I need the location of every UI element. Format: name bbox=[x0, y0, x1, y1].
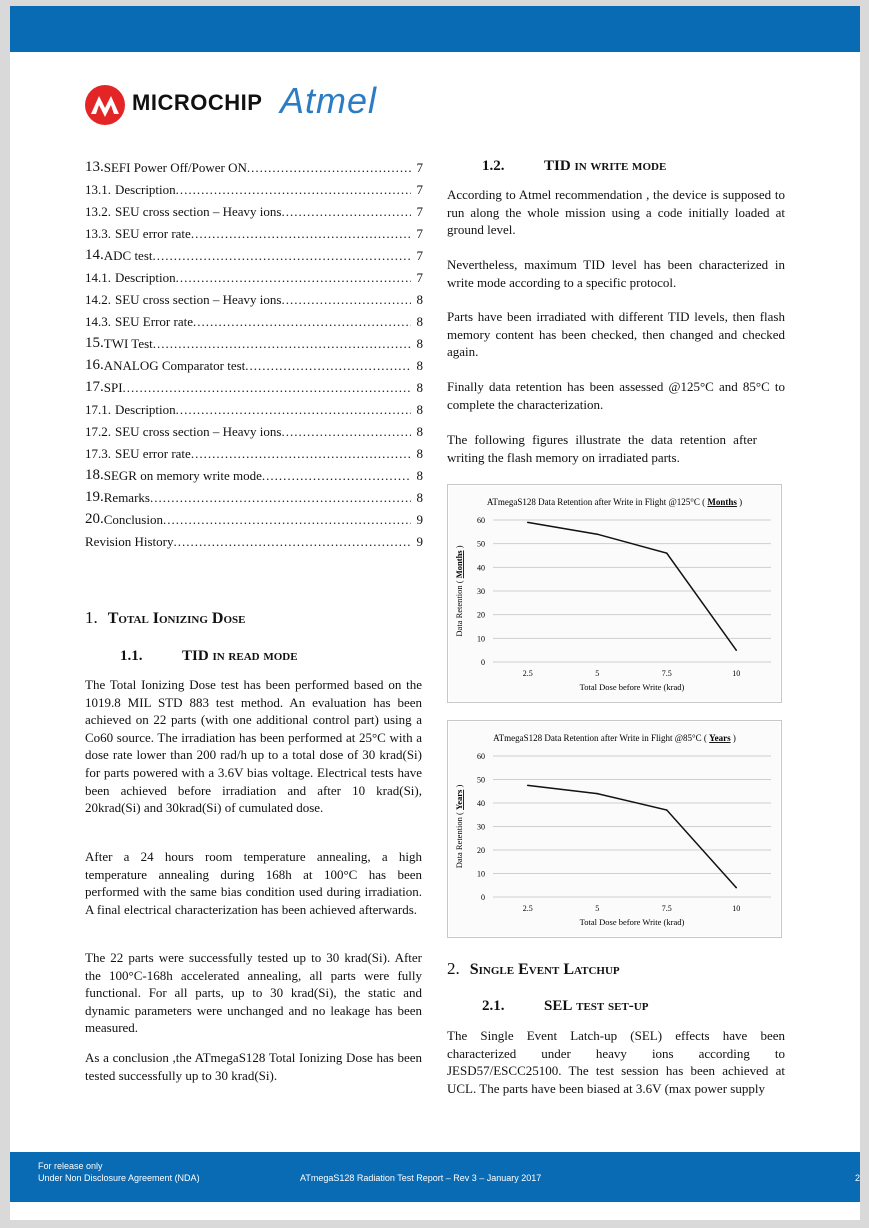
toc-entry[interactable] bbox=[85, 352, 423, 374]
footer-release: For release only bbox=[38, 1161, 103, 1171]
x-tick-label: 10 bbox=[732, 904, 741, 913]
paragraph: After a 24 hours room temperature annealing, a high temperature annealing during 168h at 100°C has been performed with the same bias condition used during irradiation. A final electrical characterization has been achieved afterwards. bbox=[85, 849, 422, 917]
toc-entry-number: 13. bbox=[85, 159, 104, 175]
toc-entry-page: 8 bbox=[416, 314, 423, 329]
footer-nda: Under Non Disclosure Agreement (NDA) bbox=[38, 1173, 200, 1183]
toc-entry-number: 15. bbox=[85, 335, 104, 351]
atmel-wordmark: Atmel bbox=[280, 80, 378, 121]
toc-entry-label: SEFI Power Off/Power ON bbox=[103, 160, 247, 175]
toc-entry-page: 8 bbox=[416, 490, 423, 505]
x-tick-label: 7.5 bbox=[661, 904, 672, 913]
paragraph: Finally data retention has been assessed @125°C and 85°C to complete the characterization. bbox=[447, 379, 785, 412]
paragraph: The following figures illustrate the data retention after writing the flash memory on irradiated parts. bbox=[447, 432, 757, 465]
toc-leader-dots bbox=[173, 534, 411, 550]
chart-title bbox=[487, 497, 742, 507]
chart-background bbox=[449, 486, 780, 701]
toc-leader-dots bbox=[176, 270, 411, 286]
y-tick-label: 20 bbox=[477, 846, 485, 855]
toc-entry[interactable] bbox=[85, 506, 423, 528]
section-title: Total Ionizing Dose bbox=[107, 610, 246, 627]
toc-leader-dots bbox=[176, 402, 411, 418]
y-tick-label: 0 bbox=[481, 658, 485, 667]
toc-entry-page: 7 bbox=[416, 204, 423, 219]
subsection-title-main: TID bbox=[544, 158, 571, 174]
data-point bbox=[596, 533, 598, 535]
chart-years bbox=[447, 720, 782, 938]
toc-entry-label: ANALOG Comparator test bbox=[103, 358, 246, 373]
toc-entry-page: 9 bbox=[416, 534, 423, 549]
section-heading bbox=[85, 608, 245, 628]
company-logo bbox=[84, 80, 414, 130]
section-title: Single Event Latchup bbox=[469, 961, 620, 978]
chart-months-svg bbox=[448, 485, 781, 702]
y-tick-label: 20 bbox=[477, 610, 485, 620]
subsection-heading bbox=[482, 158, 666, 175]
y-tick-label: 60 bbox=[477, 752, 485, 761]
toc-entry-page: 9 bbox=[416, 512, 423, 527]
toc-leader-dots bbox=[193, 314, 411, 330]
toc-entry[interactable] bbox=[85, 176, 423, 198]
data-point bbox=[527, 785, 529, 787]
toc-entry[interactable] bbox=[85, 418, 423, 440]
subsection-number: 1.2. bbox=[482, 158, 505, 174]
chart-years-svg bbox=[448, 721, 781, 937]
toc-leader-dots bbox=[123, 380, 411, 396]
toc-entry-label: Description bbox=[115, 402, 176, 417]
toc-entry-label: SEU cross section – Heavy ions bbox=[115, 292, 282, 307]
toc-leader-dots bbox=[150, 490, 411, 506]
microchip-logo-icon bbox=[84, 84, 126, 126]
toc-leader-dots bbox=[247, 160, 411, 176]
toc-leader-dots bbox=[153, 248, 412, 264]
toc-entry-label: SEU error rate bbox=[115, 226, 191, 241]
toc-entry-label: SEGR on memory write mode bbox=[103, 468, 262, 483]
chart-months bbox=[447, 484, 782, 703]
toc-entry-page: 7 bbox=[416, 226, 423, 241]
toc-entry-label: SEU cross section – Heavy ions bbox=[115, 424, 282, 439]
paragraph: The Total Ionizing Dose test has been performed based on the 1019.8 MIL STD 883 test method. An evaluation has been achieved on 22 parts (with one additional control part) using a Co60 source. The irradiation has been performed at 25°C with a dose rate lower than 200 rad/h up to a total dose of 30 krad(Si) for parts powered with a 3.6V bias voltage. Electrical tests have been achieved before irradiation and after 10 krad(Si), 20krad(Si) and 30krad(Si) of cumulated dose. bbox=[85, 677, 422, 816]
y-tick-label: 0 bbox=[481, 893, 485, 902]
y-axis-label-unit: Years bbox=[454, 789, 464, 810]
subsection-number: 2.1. bbox=[482, 998, 505, 1014]
toc-entry-number: 13.2. bbox=[85, 204, 111, 219]
chart-background bbox=[449, 722, 780, 936]
toc-entry-page: 7 bbox=[416, 160, 423, 175]
y-axis-label bbox=[454, 545, 464, 636]
toc-leader-dots bbox=[191, 226, 411, 242]
chart-title-prefix: ATmegaS128 Data Retention after Write in Flight @125°C ( bbox=[486, 497, 708, 507]
x-tick-label: 2.5 bbox=[522, 904, 533, 913]
toc-entry-label: Revision History bbox=[85, 534, 174, 549]
toc-entry-number: 18. bbox=[85, 467, 104, 483]
toc-entry[interactable] bbox=[85, 528, 423, 550]
toc-entry-page: 7 bbox=[416, 182, 423, 197]
y-axis-label bbox=[454, 785, 464, 869]
chart-title bbox=[493, 733, 736, 743]
toc-entry-number: 20. bbox=[85, 511, 104, 527]
x-tick-label: 5 bbox=[595, 669, 600, 678]
y-tick-label: 50 bbox=[477, 539, 485, 549]
toc-entry-number: 16. bbox=[85, 357, 104, 373]
x-tick-label: 2.5 bbox=[522, 669, 533, 678]
toc-entry-label: SPI bbox=[103, 380, 123, 395]
x-tick-label: 5 bbox=[595, 904, 600, 913]
subsection-heading bbox=[482, 998, 648, 1015]
toc-entry[interactable] bbox=[85, 198, 423, 220]
toc-entry-page: 8 bbox=[416, 380, 423, 395]
section-number: 1. bbox=[85, 608, 98, 627]
toc-entry-number: 13.3. bbox=[85, 226, 111, 241]
toc-entry-number: 17.2. bbox=[85, 424, 111, 439]
chart-title-unit: Months bbox=[707, 497, 737, 507]
footer-document-title: ATmegaS128 Radiation Test Report – Rev 3 – January 2017 bbox=[300, 1173, 542, 1183]
subsection-title-rest: in write mode bbox=[570, 158, 667, 174]
toc-entry-label: Conclusion bbox=[103, 512, 163, 527]
toc-entry[interactable] bbox=[85, 242, 423, 264]
toc-entry[interactable] bbox=[85, 440, 423, 462]
toc-entry-page: 8 bbox=[416, 468, 423, 483]
toc-entry-page: 8 bbox=[416, 424, 423, 439]
y-tick-label: 30 bbox=[477, 587, 485, 596]
subsection-number: 1.1. bbox=[120, 648, 143, 664]
toc-entry-page: 8 bbox=[416, 336, 423, 351]
subsection-title-rest: test set-up bbox=[572, 998, 649, 1014]
toc-entry[interactable] bbox=[85, 330, 423, 352]
toc-entry-page: 7 bbox=[416, 270, 423, 285]
subsection-title-main: SEL bbox=[544, 998, 573, 1014]
subsection-heading bbox=[120, 648, 298, 665]
toc-entry[interactable] bbox=[85, 374, 423, 396]
toc-leader-dots bbox=[281, 204, 411, 220]
paragraph: Nevertheless, maximum TID level has been characterized in write mode according to a specific protocol. bbox=[447, 257, 785, 290]
toc-leader-dots bbox=[163, 512, 411, 528]
header-bar bbox=[10, 6, 860, 52]
chart-title-prefix: ATmegaS128 Data Retention after Write in Flight @85°C ( bbox=[493, 733, 710, 743]
toc-leader-dots bbox=[281, 424, 411, 440]
y-axis-label-suffix: ) bbox=[454, 545, 464, 551]
data-point bbox=[596, 793, 598, 795]
y-tick-label: 30 bbox=[477, 822, 485, 832]
y-axis-label-prefix: Data Retention ( bbox=[454, 578, 464, 637]
toc-entry[interactable] bbox=[85, 308, 423, 330]
data-point bbox=[666, 809, 668, 811]
toc-entry[interactable] bbox=[85, 220, 423, 242]
y-tick-label: 40 bbox=[477, 799, 485, 808]
toc-entry-number: 17. bbox=[85, 379, 104, 395]
toc-entry-page: 7 bbox=[416, 248, 423, 263]
x-axis-label: Total Dose before Write (krad) bbox=[579, 917, 685, 927]
toc-entry-label: SEU Error rate bbox=[115, 314, 193, 329]
toc-entry-page: 8 bbox=[416, 402, 423, 417]
y-tick-label: 60 bbox=[477, 516, 485, 525]
y-axis-label-unit: Months bbox=[454, 550, 464, 579]
subsection-title-rest: in read mode bbox=[208, 648, 298, 664]
toc-entry-label: SEU cross section – Heavy ions bbox=[115, 204, 282, 219]
toc-entry-number: 13.1. bbox=[85, 182, 111, 197]
y-tick-label: 50 bbox=[477, 775, 485, 785]
toc-leader-dots bbox=[191, 446, 411, 462]
y-axis-label-prefix: Data Retention ( bbox=[454, 809, 464, 869]
y-axis-label-suffix: ) bbox=[454, 784, 464, 790]
toc-entry-number: 14. bbox=[85, 247, 104, 263]
toc-entry-label: ADC test bbox=[103, 248, 153, 263]
chart-title-suffix: ) bbox=[736, 497, 743, 507]
toc-entry[interactable] bbox=[85, 264, 423, 286]
toc-entry-number: 14.1. bbox=[85, 270, 111, 285]
paragraph: As a conclusion ,the ATmegaS128 Total Ionizing Dose has been tested successfully up to 30 krad(Si). bbox=[85, 1050, 422, 1083]
toc-entry[interactable] bbox=[85, 484, 423, 506]
toc-entry-number: 17.3. bbox=[85, 446, 111, 461]
toc-entry-number: 17.1. bbox=[85, 402, 111, 417]
toc-entry-number: 14.2. bbox=[85, 292, 111, 307]
toc-entry[interactable] bbox=[85, 396, 423, 418]
y-tick-label: 10 bbox=[477, 634, 485, 644]
toc-entry-number: 14.3. bbox=[85, 314, 111, 329]
paragraph: According to Atmel recommendation , the device is supposed to run along the whole mission using a code initially loaded at ground level. bbox=[447, 187, 785, 238]
toc-leader-dots bbox=[245, 358, 411, 374]
y-tick-label: 40 bbox=[477, 563, 485, 573]
x-tick-label: 10 bbox=[732, 669, 741, 678]
section-heading bbox=[447, 959, 620, 979]
paragraph: The Single Event Latch-up (SEL) effects have been characterized under heavy ions according to JESD57/ESCC25100. The test session has been achieved at UCL. The parts have been biased at 3.6V (max power supply bbox=[447, 1028, 785, 1096]
data-point bbox=[735, 649, 737, 651]
toc-entry-label: Description bbox=[115, 182, 176, 197]
y-tick-label: 10 bbox=[477, 869, 485, 879]
section-number: 2. bbox=[447, 959, 460, 978]
toc-entry-page: 8 bbox=[416, 292, 423, 307]
toc-entry-label: TWI Test bbox=[103, 336, 153, 351]
paragraph: Parts have been irradiated with different TID levels, then flash memory content has been checked, then changed and checked again. bbox=[447, 309, 785, 360]
toc-entry-number: 19. bbox=[85, 489, 104, 505]
x-tick-label: 7.5 bbox=[661, 669, 672, 678]
paragraph: The 22 parts were successfully tested up to 30 krad(Si). After the 100°C-168h accelerated annealing, all parts were fully functional. For all parts, up to 30 krad(Si), the static and dynamic parameters were unchanged and no leakage has been measured. bbox=[85, 950, 422, 1036]
data-point bbox=[666, 552, 668, 554]
toc-entry[interactable] bbox=[85, 154, 423, 176]
microchip-wordmark: MICROCHIP bbox=[132, 90, 263, 115]
subsection-title-main: TID bbox=[182, 648, 209, 664]
chart-title-unit: Years bbox=[709, 733, 731, 743]
toc-entry-label: Description bbox=[115, 270, 176, 285]
x-axis-label: Total Dose before Write (krad) bbox=[579, 682, 685, 692]
data-point bbox=[735, 887, 737, 889]
table-of-contents bbox=[85, 154, 423, 550]
toc-entry[interactable] bbox=[85, 462, 423, 484]
toc-entry[interactable] bbox=[85, 286, 423, 308]
toc-leader-dots bbox=[281, 292, 411, 308]
toc-entry-label: Remarks bbox=[103, 490, 150, 505]
footer-page-number: 2 bbox=[855, 1173, 860, 1183]
chart-title-suffix: ) bbox=[730, 733, 736, 743]
toc-leader-dots bbox=[176, 182, 411, 198]
toc-entry-page: 8 bbox=[416, 358, 423, 373]
toc-entry-label: SEU error rate bbox=[115, 446, 191, 461]
document-page bbox=[10, 6, 860, 1220]
toc-entry-page: 8 bbox=[416, 446, 423, 461]
data-point bbox=[527, 522, 529, 524]
toc-leader-dots bbox=[262, 468, 411, 484]
footer-bar bbox=[10, 1152, 860, 1202]
toc-leader-dots bbox=[153, 336, 411, 352]
